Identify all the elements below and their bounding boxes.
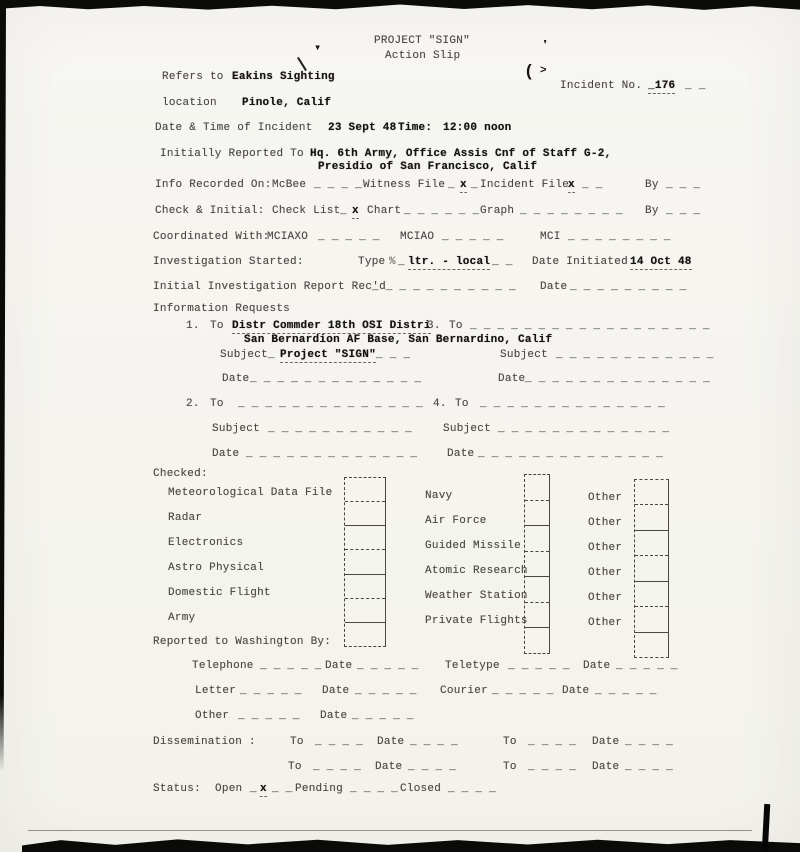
text-label: Date xyxy=(562,685,590,697)
checkbox-cell xyxy=(525,577,549,603)
text-label: Date xyxy=(322,685,350,697)
text-label: To xyxy=(449,320,463,332)
blank-line: _ _ _ _ _ _ _ _ _ _ _ _ xyxy=(556,349,714,361)
status-pending-label: Pending xyxy=(295,783,343,795)
mci-label: MCI xyxy=(540,231,561,243)
blank-line: _ _ _ _ _ _ _ _ _ _ _ _ _ _ xyxy=(525,373,710,385)
dissemination-label: Dissemination : xyxy=(153,736,256,748)
check-list-check: x xyxy=(352,205,359,217)
blank-line: _ _ _ _ _ _ _ _ _ _ _ _ _ xyxy=(498,423,670,435)
text-label: Date xyxy=(377,736,405,748)
checked-item-air-force: Air Force xyxy=(425,515,487,527)
checkbox-cell xyxy=(635,556,668,581)
text-label: To xyxy=(210,398,224,410)
time-label: Time: xyxy=(398,122,433,134)
telephone-label: Telephone xyxy=(192,660,254,672)
blank-line: _ _ _ _ xyxy=(313,761,361,773)
blank-line: _ _ _ _ xyxy=(528,761,576,773)
text-label: To xyxy=(503,736,517,748)
checkbox-cell xyxy=(525,628,549,653)
check-initial-label: Check & Initial: xyxy=(155,205,265,217)
incident-file-check: x xyxy=(568,179,575,191)
form-subtitle: Action Slip xyxy=(385,50,461,62)
text-label: Date xyxy=(583,660,611,672)
incident-file-label: Incident File xyxy=(480,179,570,191)
blank-line: _ xyxy=(471,179,478,191)
other-method-label: Other xyxy=(195,710,230,722)
checked-item-army: Army xyxy=(168,612,196,624)
text-label: Date xyxy=(592,761,620,773)
blank-line: _ _ _ _ xyxy=(408,761,456,773)
chart-label: Chart xyxy=(367,205,402,217)
investigation-started-label: Investigation Started: xyxy=(153,256,304,268)
check-list-label: Check List xyxy=(272,205,341,217)
text-label: Date xyxy=(592,736,620,748)
checkbox-cell xyxy=(635,582,668,607)
blank-line: _ _ xyxy=(272,783,293,795)
scan-edge-bottom xyxy=(22,835,800,852)
status-closed-label: Closed xyxy=(400,783,442,795)
blank-line: _ _ _ _ _ xyxy=(492,685,554,697)
item-1-to-value-2: San Bernardion AF Base, San Bernardino, Calif xyxy=(244,334,553,346)
blank-line: _ _ _ _ _ _ _ _ _ _ _ _ _ _ xyxy=(480,398,665,410)
date-initiated-label: Date Initiated xyxy=(532,256,628,268)
text-label: Date xyxy=(320,710,348,722)
item-1-date-label: Date xyxy=(222,373,250,385)
checkbox-cell xyxy=(345,550,385,574)
blank-line: _ _ _ _ xyxy=(528,736,576,748)
item-4-subject-label: Subject xyxy=(443,423,491,435)
checked-item-meteorological: Meteorological Data File xyxy=(168,487,333,499)
blank-line: _ xyxy=(448,179,455,191)
blank-line: _ _ _ _ _ _ _ _ _ xyxy=(570,281,687,293)
checkbox-ladder-column-2 xyxy=(524,474,550,654)
blank-line: _ _ _ _ xyxy=(315,736,363,748)
refers-to-label: Refers to xyxy=(162,71,224,83)
checkbox-cell xyxy=(635,607,668,632)
checkbox-cell xyxy=(345,526,385,550)
checkbox-cell xyxy=(635,633,668,657)
checkbox-cell xyxy=(525,603,549,629)
item-4-number: 4. xyxy=(433,398,447,410)
letter-label: Letter xyxy=(195,685,237,697)
form-title: PROJECT "SIGN" xyxy=(374,35,470,47)
blank-line: _ _ _ _ _ _ xyxy=(404,205,480,217)
text-label: To xyxy=(288,761,302,773)
status-open-label: Open xyxy=(215,783,243,795)
checked-item-guided-missile: Guided Missile xyxy=(425,540,521,552)
reported-washington-label: Reported to Washington By: xyxy=(153,636,332,648)
text-label: To xyxy=(210,320,224,332)
checkbox-ladder-column-1 xyxy=(344,477,386,647)
blank-line: _ _ _ _ _ xyxy=(260,660,322,672)
info-recorded-label: Info Recorded On: xyxy=(155,179,272,191)
incident-no-value: _176 xyxy=(648,80,676,92)
initial-report-label: Initial Investigation Report Rec'd xyxy=(153,281,386,293)
type-label: Type xyxy=(358,256,386,268)
checked-item-navy: Navy xyxy=(425,490,453,502)
initially-reported-value-1: Hq. 6th Army, Office Assis Cnf of Staff G-2, xyxy=(310,148,612,160)
checked-item-astro-physical: Astro Physical xyxy=(168,562,264,574)
mcbee-label: McBee xyxy=(272,179,307,191)
item-4-date-label: Date xyxy=(447,448,475,460)
mciaxo-label: MCIAXO xyxy=(267,231,309,243)
refers-to-value: Eakins Sighting xyxy=(232,71,335,83)
item-1-number: 1. xyxy=(186,320,200,332)
text-label: To xyxy=(455,398,469,410)
time-value: 12:00 noon xyxy=(443,122,512,134)
blank-line: _ _ _ _ _ _ _ _ _ _ _ _ _ _ _ _ _ _ xyxy=(470,320,710,332)
date-time-label: Date & Time of Incident xyxy=(155,122,313,134)
status-open-check: x xyxy=(260,783,267,795)
item-2-number: 2. xyxy=(186,398,200,410)
checked-item-radar: Radar xyxy=(168,512,203,524)
blank-line: _ _ xyxy=(685,80,706,92)
checked-item-atomic-research: Atomic Research xyxy=(425,565,528,577)
blank-line: _ _ _ _ xyxy=(410,736,458,748)
blank-line: _ _ _ _ _ xyxy=(616,660,678,672)
checkbox-cell xyxy=(635,505,668,530)
blank-line: _ _ _ _ _ _ _ _ _ _ _ xyxy=(268,423,412,435)
blank-line: _ _ _ _ _ xyxy=(508,660,570,672)
initially-reported-label: Initially Reported To xyxy=(160,148,304,160)
blank-line: _ _ _ xyxy=(376,349,411,361)
blank-line: _ xyxy=(250,783,257,795)
blank-line: _ _ xyxy=(492,256,513,268)
checkbox-cell xyxy=(635,531,668,556)
blank-line: _ _ _ _ _ _ _ _ _ _ _ _ _ _ xyxy=(238,398,423,410)
item-1-to-value: Distr Commder 18th OSI Distri xyxy=(232,320,431,332)
checked-item-electronics: Electronics xyxy=(168,537,244,549)
ink-mark-top-center: ▾ xyxy=(314,41,322,55)
date-initiated-value: 14 Oct 48 xyxy=(630,256,692,268)
checkbox-cell xyxy=(345,623,385,646)
item-1-subject-label: Subject xyxy=(220,349,268,361)
scan-line-bottom xyxy=(28,830,752,831)
checkbox-cell xyxy=(525,526,549,552)
text-label: Date xyxy=(375,761,403,773)
by-label: By xyxy=(645,179,659,191)
information-requests-label: Information Requests xyxy=(153,303,291,315)
location-label: location xyxy=(162,97,217,109)
blank-line: _ _ _ _ _ xyxy=(355,685,417,697)
blank-line: _ _ _ _ _ _ _ _ xyxy=(568,231,671,243)
blank-line: _ _ _ _ xyxy=(350,783,398,795)
teletype-label: Teletype xyxy=(445,660,500,672)
blank-line: _ _ _ _ _ _ _ _ _ _ _ xyxy=(372,281,516,293)
item-1-subject-value: Project "SIGN" xyxy=(280,349,376,361)
mciao-label: MCIAO xyxy=(400,231,435,243)
blank-line: _ _ _ xyxy=(666,205,701,217)
blank-line: _ _ _ _ xyxy=(625,761,673,773)
checkbox-cell xyxy=(525,501,549,527)
status-label: Status: xyxy=(153,783,201,795)
courier-label: Courier xyxy=(440,685,488,697)
item-3-date-label: Date xyxy=(498,373,526,385)
ink-caret-mark: ˃ xyxy=(540,65,547,77)
pen-stroke-mark xyxy=(297,57,307,72)
type-smudge-mark: % xyxy=(389,256,396,268)
blank-line: _ _ _ xyxy=(666,179,701,191)
checked-item-other-4: Other xyxy=(588,567,623,579)
checkbox-cell xyxy=(525,475,549,501)
checked-item-domestic-flight: Domestic Flight xyxy=(168,587,271,599)
blank-line: _ _ _ _ _ _ _ _ _ _ _ _ _ xyxy=(250,373,422,385)
blank-line: _ _ _ _ _ xyxy=(442,231,504,243)
coordinated-with-label: Coordinated With: xyxy=(153,231,270,243)
checkbox-ladder-column-3 xyxy=(634,479,669,658)
graph-label: Graph xyxy=(480,205,515,217)
ink-mark-top-right: ❜ xyxy=(541,39,550,55)
by-label-2: By xyxy=(645,205,659,217)
blank-line: _ _ _ _ _ xyxy=(357,660,419,672)
incident-date-value: 23 Sept 48 xyxy=(328,122,397,134)
blank-line: _ xyxy=(340,205,347,217)
item-3-number: 3. xyxy=(427,320,441,332)
checkbox-cell xyxy=(345,502,385,526)
text-label: Date xyxy=(540,281,568,293)
type-value: ltr. - local xyxy=(408,256,491,268)
checkbox-cell xyxy=(345,575,385,599)
incident-no-label: Incident No. xyxy=(560,80,643,92)
item-3-subject-label: Subject xyxy=(500,349,548,361)
blank-line: _ _ _ _ xyxy=(314,179,362,191)
checkbox-cell xyxy=(635,480,668,505)
witness-file-check: x xyxy=(460,179,467,191)
initially-reported-value-2: Presidio of San Francisco, Calif xyxy=(318,161,538,173)
text-label: To xyxy=(290,736,304,748)
checkbox-cell xyxy=(345,478,385,502)
blank-line: _ _ _ _ xyxy=(448,783,496,795)
witness-file-label: Witness File xyxy=(363,179,446,191)
checkbox-cell xyxy=(345,599,385,623)
item-2-date-label: Date xyxy=(212,448,240,460)
scan-edge-top xyxy=(0,0,800,15)
checked-item-other-2: Other xyxy=(588,517,623,529)
blank-line: _ _ _ _ xyxy=(625,736,673,748)
blank-line: _ xyxy=(268,349,275,361)
item-2-subject-label: Subject xyxy=(212,423,260,435)
blank-line: _ _ _ _ _ xyxy=(352,710,414,722)
checked-item-other-3: Other xyxy=(588,542,623,554)
blank-line: _ _ xyxy=(582,179,603,191)
blank-line: _ _ _ _ _ _ _ _ _ _ _ _ _ xyxy=(246,448,418,460)
blank-line: _ _ _ _ _ _ _ _ xyxy=(520,205,623,217)
blank-line: _ _ _ _ _ xyxy=(238,710,300,722)
location-value: Pinole, Calif xyxy=(242,97,332,109)
checked-item-private-flights: Private Flights xyxy=(425,615,528,627)
checked-label: Checked: xyxy=(153,468,208,480)
blank-line: _ _ _ _ _ xyxy=(318,231,380,243)
checked-item-other-5: Other xyxy=(588,592,623,604)
blank-line: _ _ _ _ _ xyxy=(595,685,657,697)
checked-item-other-6: Other xyxy=(588,617,623,629)
checkbox-cell xyxy=(525,552,549,578)
text-label: To xyxy=(503,761,517,773)
checked-item-weather-station: Weather Station xyxy=(425,590,528,602)
checked-item-other-1: Other xyxy=(588,492,623,504)
text-label: Date xyxy=(325,660,353,672)
blank-line: _ _ _ _ _ xyxy=(240,685,302,697)
blank-line: _ _ _ _ _ _ _ _ _ _ _ _ _ _ xyxy=(478,448,663,460)
scan-edge-left xyxy=(0,0,6,772)
ink-paren-mark: ( xyxy=(524,63,535,82)
blank-line: _ xyxy=(398,256,405,268)
